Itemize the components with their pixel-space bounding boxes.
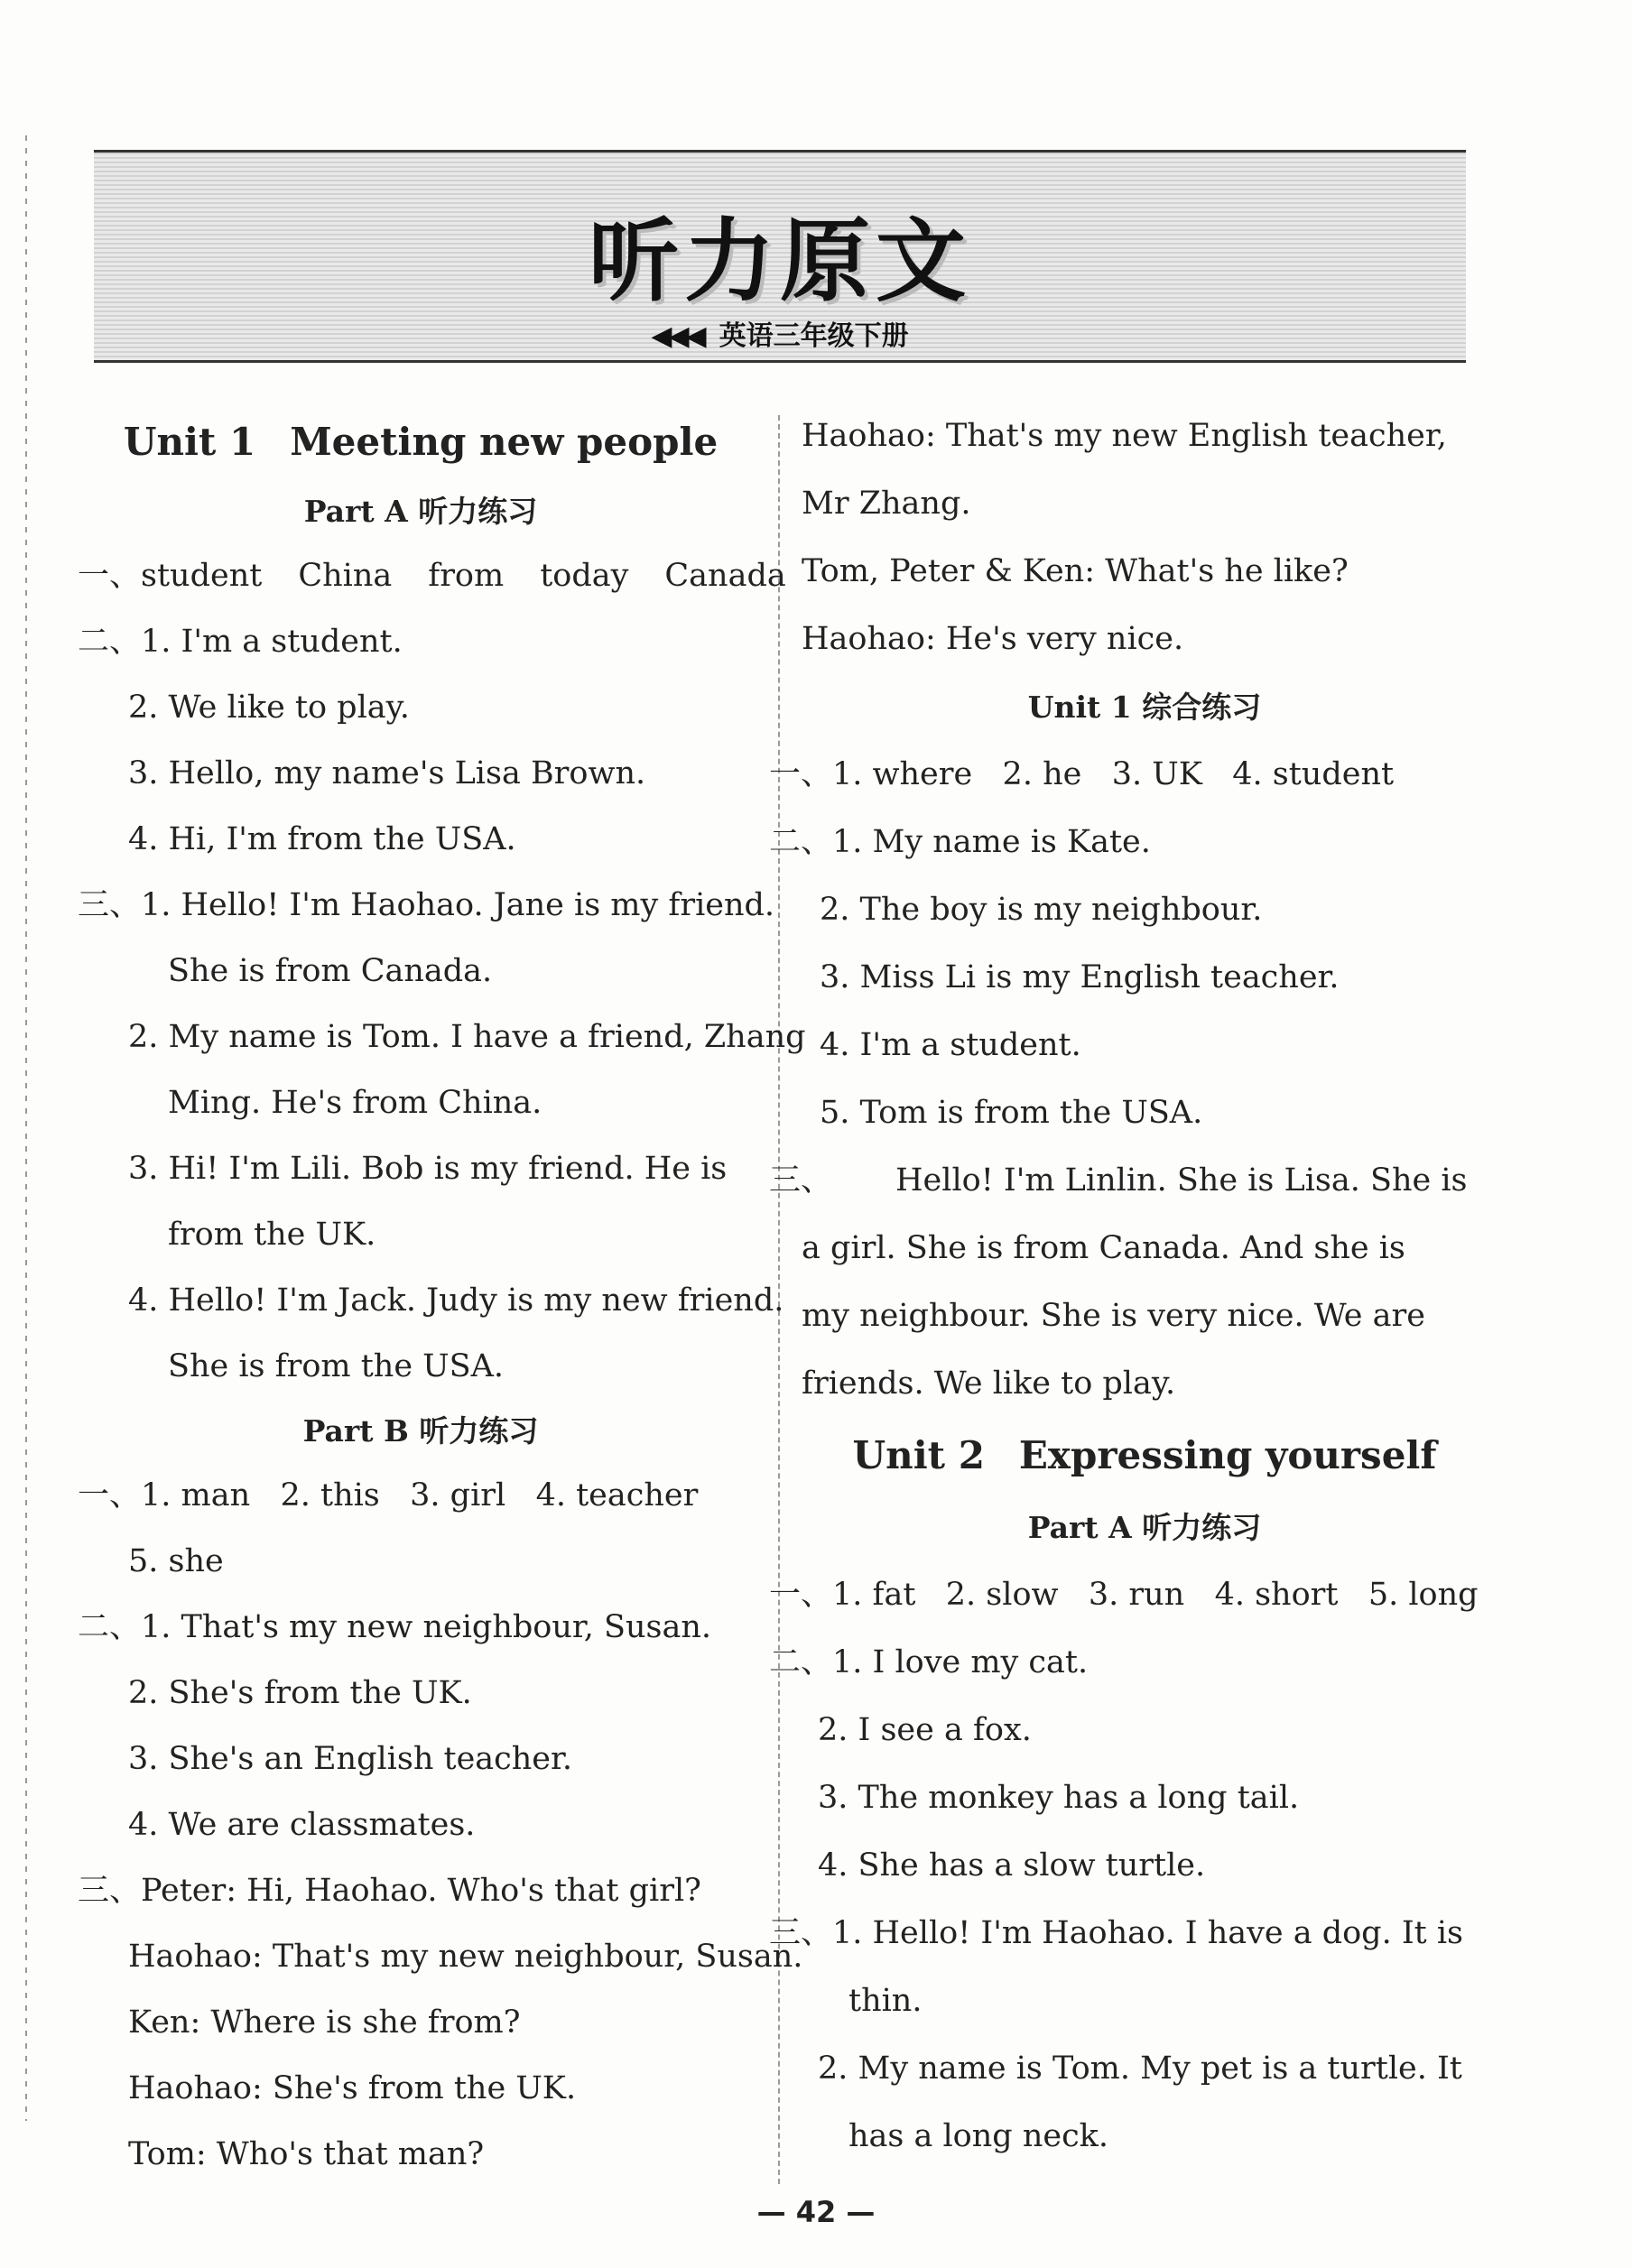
- s3-line-2: thin.: [848, 1983, 923, 2019]
- cont-line-4: Haohao: He's very nice.: [802, 621, 1184, 657]
- b3-line-4: Haohao: She's from the UK.: [128, 2070, 577, 2106]
- s2-line-2: 2. I see a fox.: [818, 1712, 1032, 1748]
- b3-line-3: Ken: Where is she from?: [128, 2004, 521, 2041]
- part-b-label: Part B: [302, 1413, 409, 1449]
- a3-line-8: She is from the USA.: [168, 1348, 505, 1384]
- a2-line-2: 2. We like to play.: [128, 690, 410, 726]
- cont-line-1: Haohao: That's my new English teacher,: [802, 418, 1447, 454]
- a3-line-2: She is from Canada.: [168, 953, 493, 989]
- a2-line-4: 4. Hi, I'm from the USA.: [128, 821, 516, 857]
- r3-number: 三、: [769, 1162, 833, 1199]
- unit2-title: [802, 1418, 1488, 1494]
- s2-line-4: 4. She has a slow turtle.: [818, 1847, 1206, 1884]
- a2-line-1: 二、1. I'm a student.: [78, 624, 403, 660]
- b1-line-1: 一、1. man 2. this 3. girl 4. teacher: [78, 1477, 699, 1514]
- unit1-review-label: Unit 1: [1027, 690, 1132, 725]
- b1-line-2: 5. she: [128, 1543, 224, 1579]
- unit2-label: Unit 2: [852, 1433, 985, 1477]
- page-number: — 42 —: [756, 2195, 876, 2229]
- unit1-name: Meeting new people: [290, 420, 719, 464]
- unit2-part-a-zh: 听力练习: [1142, 1510, 1262, 1545]
- a1-number: 一、: [78, 558, 142, 594]
- s3-line-3: 2. My name is Tom. My pet is a turtle. It: [818, 2050, 1462, 2087]
- banner-subtitle: [94, 313, 1466, 353]
- cont-line-3: Tom, Peter & Ken: What's he like?: [802, 553, 1349, 589]
- unit2-part-a-label: Part A: [1027, 1510, 1132, 1545]
- word-item: Canada: [664, 558, 786, 594]
- part-b-title: [78, 1400, 764, 1463]
- r2-line-5: 5. Tom is from the USA.: [820, 1095, 1203, 1131]
- r2-line-3: 3. Miss Li is my English teacher.: [820, 959, 1340, 995]
- s2-line-3: 3. The monkey has a long tail.: [818, 1780, 1300, 1816]
- arrows-icon: ◀◀◀: [651, 320, 703, 352]
- unit1-title: [78, 404, 764, 480]
- part-a-zh: 听力练习: [418, 494, 538, 529]
- b2-line-4: 4. We are classmates.: [128, 1807, 476, 1843]
- right-column: [769, 403, 1488, 2171]
- r1-line: 一、1. where 2. he 3. UK 4. student: [769, 756, 1395, 792]
- a2-line-3: 3. Hello, my name's Lisa Brown.: [128, 755, 646, 791]
- word-item: China: [298, 558, 393, 594]
- r3-text-1: Hello! I'm Linlin. She is Lisa. She is: [895, 1162, 1468, 1199]
- a3-line-4: Ming. He's from China.: [168, 1085, 542, 1121]
- s3-line-1: 三、1. Hello! I'm Haohao. I have a dog. It is: [769, 1915, 1464, 1951]
- word-item: today: [540, 558, 629, 594]
- a1-line: [78, 543, 786, 609]
- a3-line-7: 4. Hello! I'm Jack. Judy is my new friend.: [128, 1282, 784, 1319]
- a3-line-6: from the UK.: [168, 1217, 376, 1253]
- banner-title: 听力原文: [589, 208, 971, 314]
- r3-line-2: a girl. She is from Canada. And she is: [802, 1230, 1405, 1266]
- unit2-name: Expressing yourself: [1018, 1433, 1437, 1477]
- unit2-part-a-title: [802, 1494, 1488, 1561]
- page-edge-marks: [25, 135, 27, 2121]
- a3-line-5: 3. Hi! I'm Lili. Bob is my friend. He is: [128, 1151, 728, 1187]
- b3-line-5: Tom: Who's that man?: [128, 2136, 485, 2172]
- s2-line-1: 二、1. I love my cat.: [769, 1644, 1089, 1680]
- s1-line: 一、1. fat 2. slow 3. run 4. short 5. long: [769, 1577, 1479, 1613]
- r3-line-4: friends. We like to play.: [802, 1365, 1176, 1402]
- r2-line-4: 4. I'm a student.: [820, 1027, 1081, 1063]
- banner-subtitle-text: 英语三年级下册: [719, 320, 909, 352]
- r2-line-1: 二、1. My name is Kate.: [769, 824, 1151, 860]
- a3-line-3: 2. My name is Tom. I have a friend, Zhang: [128, 1019, 806, 1055]
- b3-line-1: 三、Peter: Hi, Haohao. Who's that girl?: [78, 1873, 701, 1909]
- b3-line-2: Haohao: That's my new neighbour, Susan.: [128, 1939, 803, 1975]
- part-a-title: [78, 480, 764, 543]
- unit1-review-title: [802, 673, 1488, 741]
- b2-line-2: 2. She's from the UK.: [128, 1675, 472, 1711]
- cont-line-2: Mr Zhang.: [802, 486, 971, 522]
- title-banner: [94, 150, 1466, 363]
- unit1-review-zh: 综合练习: [1142, 690, 1262, 725]
- unit1-label: Unit 1: [123, 420, 256, 464]
- word-item: from: [428, 558, 505, 594]
- a3-line-1: 三、1. Hello! I'm Haohao. Jane is my friend.: [78, 887, 775, 923]
- left-column: [78, 404, 806, 2188]
- part-a-label: Part A: [303, 494, 408, 529]
- r2-line-2: 2. The boy is my neighbour.: [820, 892, 1263, 928]
- s3-line-4: has a long neck.: [848, 2118, 1109, 2154]
- r3-line-1: [769, 1147, 1488, 1215]
- r3-line-3: my neighbour. She is very nice. We are: [802, 1298, 1425, 1334]
- b2-line-1: 二、1. That's my new neighbour, Susan.: [78, 1609, 712, 1645]
- word-item: student: [141, 558, 263, 594]
- part-b-zh: 听力练习: [419, 1413, 539, 1449]
- b2-line-3: 3. She's an English teacher.: [128, 1741, 573, 1777]
